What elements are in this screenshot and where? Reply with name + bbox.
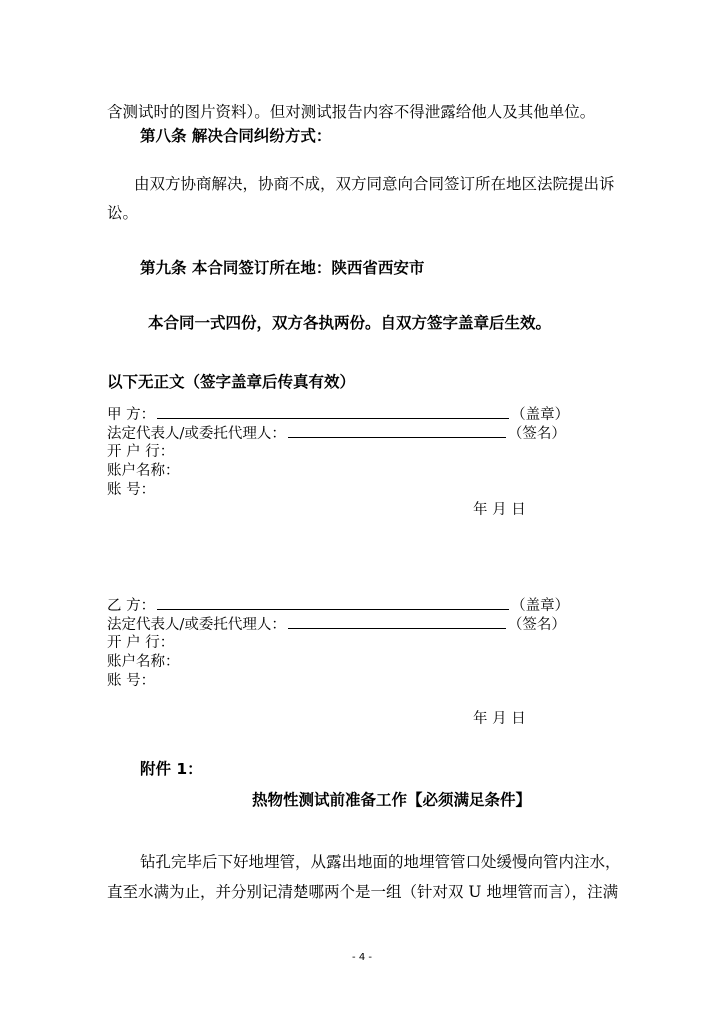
party-a-rep-blank[interactable]: [288, 425, 506, 438]
party-b-account-name-label: 账户名称：: [107, 654, 180, 670]
appendix-label: 附件 1：: [140, 760, 203, 778]
party-a-name-blank[interactable]: [157, 406, 509, 419]
party-a-name-row: [107, 406, 569, 424]
appendix-text-line2: 直至水满为止，并分别记清楚哪两个是一组（针对双 U 地埋管而言），注满: [107, 883, 619, 901]
article9-heading: 第九条 本合同签订所在地：陕西省西安市: [140, 259, 425, 277]
party-b-name-row: [107, 597, 569, 615]
party-a-account-no-label: 账 号：: [107, 482, 156, 498]
copies-clause: 本合同一式四份，双方各执两份。自双方签字盖章后生效。: [148, 314, 552, 332]
party-a-account-name-label: 账户名称：: [107, 463, 180, 479]
no-more-text-note: 以下无正文（签字盖章后传真有效）: [107, 373, 356, 391]
party-b-seal-label: （盖章）: [511, 598, 570, 614]
party-b-name-blank[interactable]: [157, 597, 509, 610]
appendix-title: 热物性测试前准备工作【必须满足条件】: [252, 791, 532, 809]
party-a-name-label: 甲 方：: [107, 407, 156, 423]
party-a-rep-row: [107, 425, 566, 443]
party-b-rep-label: 法定代表人/或委托代理人：: [107, 617, 286, 633]
party-b-rep-row: [107, 616, 566, 634]
party-b-name-label: 乙 方：: [107, 598, 156, 614]
party-b-bank-label: 开 户 行：: [107, 635, 175, 651]
party-a-seal-label: （盖章）: [511, 407, 570, 423]
party-b-sign-label: （签名）: [507, 617, 566, 633]
party-a-bank-label: 开 户 行：: [107, 444, 175, 460]
article8-text-line2: 讼。: [107, 204, 139, 222]
party-a-sign-label: （签名）: [507, 426, 566, 442]
party-b-rep-blank[interactable]: [288, 616, 506, 629]
page-number: - 4 -: [352, 952, 372, 963]
party-b-account-no-label: 账 号：: [107, 673, 156, 689]
party-b-date: 年 月 日: [473, 711, 526, 727]
appendix-text-line1: 钻孔完毕后下好地埋管，从露出地面的地埋管管口处缓慢向管内注水，: [140, 853, 621, 871]
article8-text-line1: 由双方协商解决，协商不成，双方同意向合同签订所在地区法院提出诉: [134, 175, 615, 193]
party-a-rep-label: 法定代表人/或委托代理人：: [107, 426, 286, 442]
article7-tail-text: 含测试时的图片资料）。但对测试报告内容不得泄露给他人及其他单位。: [107, 103, 596, 121]
party-a-date: 年 月 日: [473, 502, 526, 518]
article8-heading: 第八条 解决合同纠纷方式：: [140, 127, 332, 145]
